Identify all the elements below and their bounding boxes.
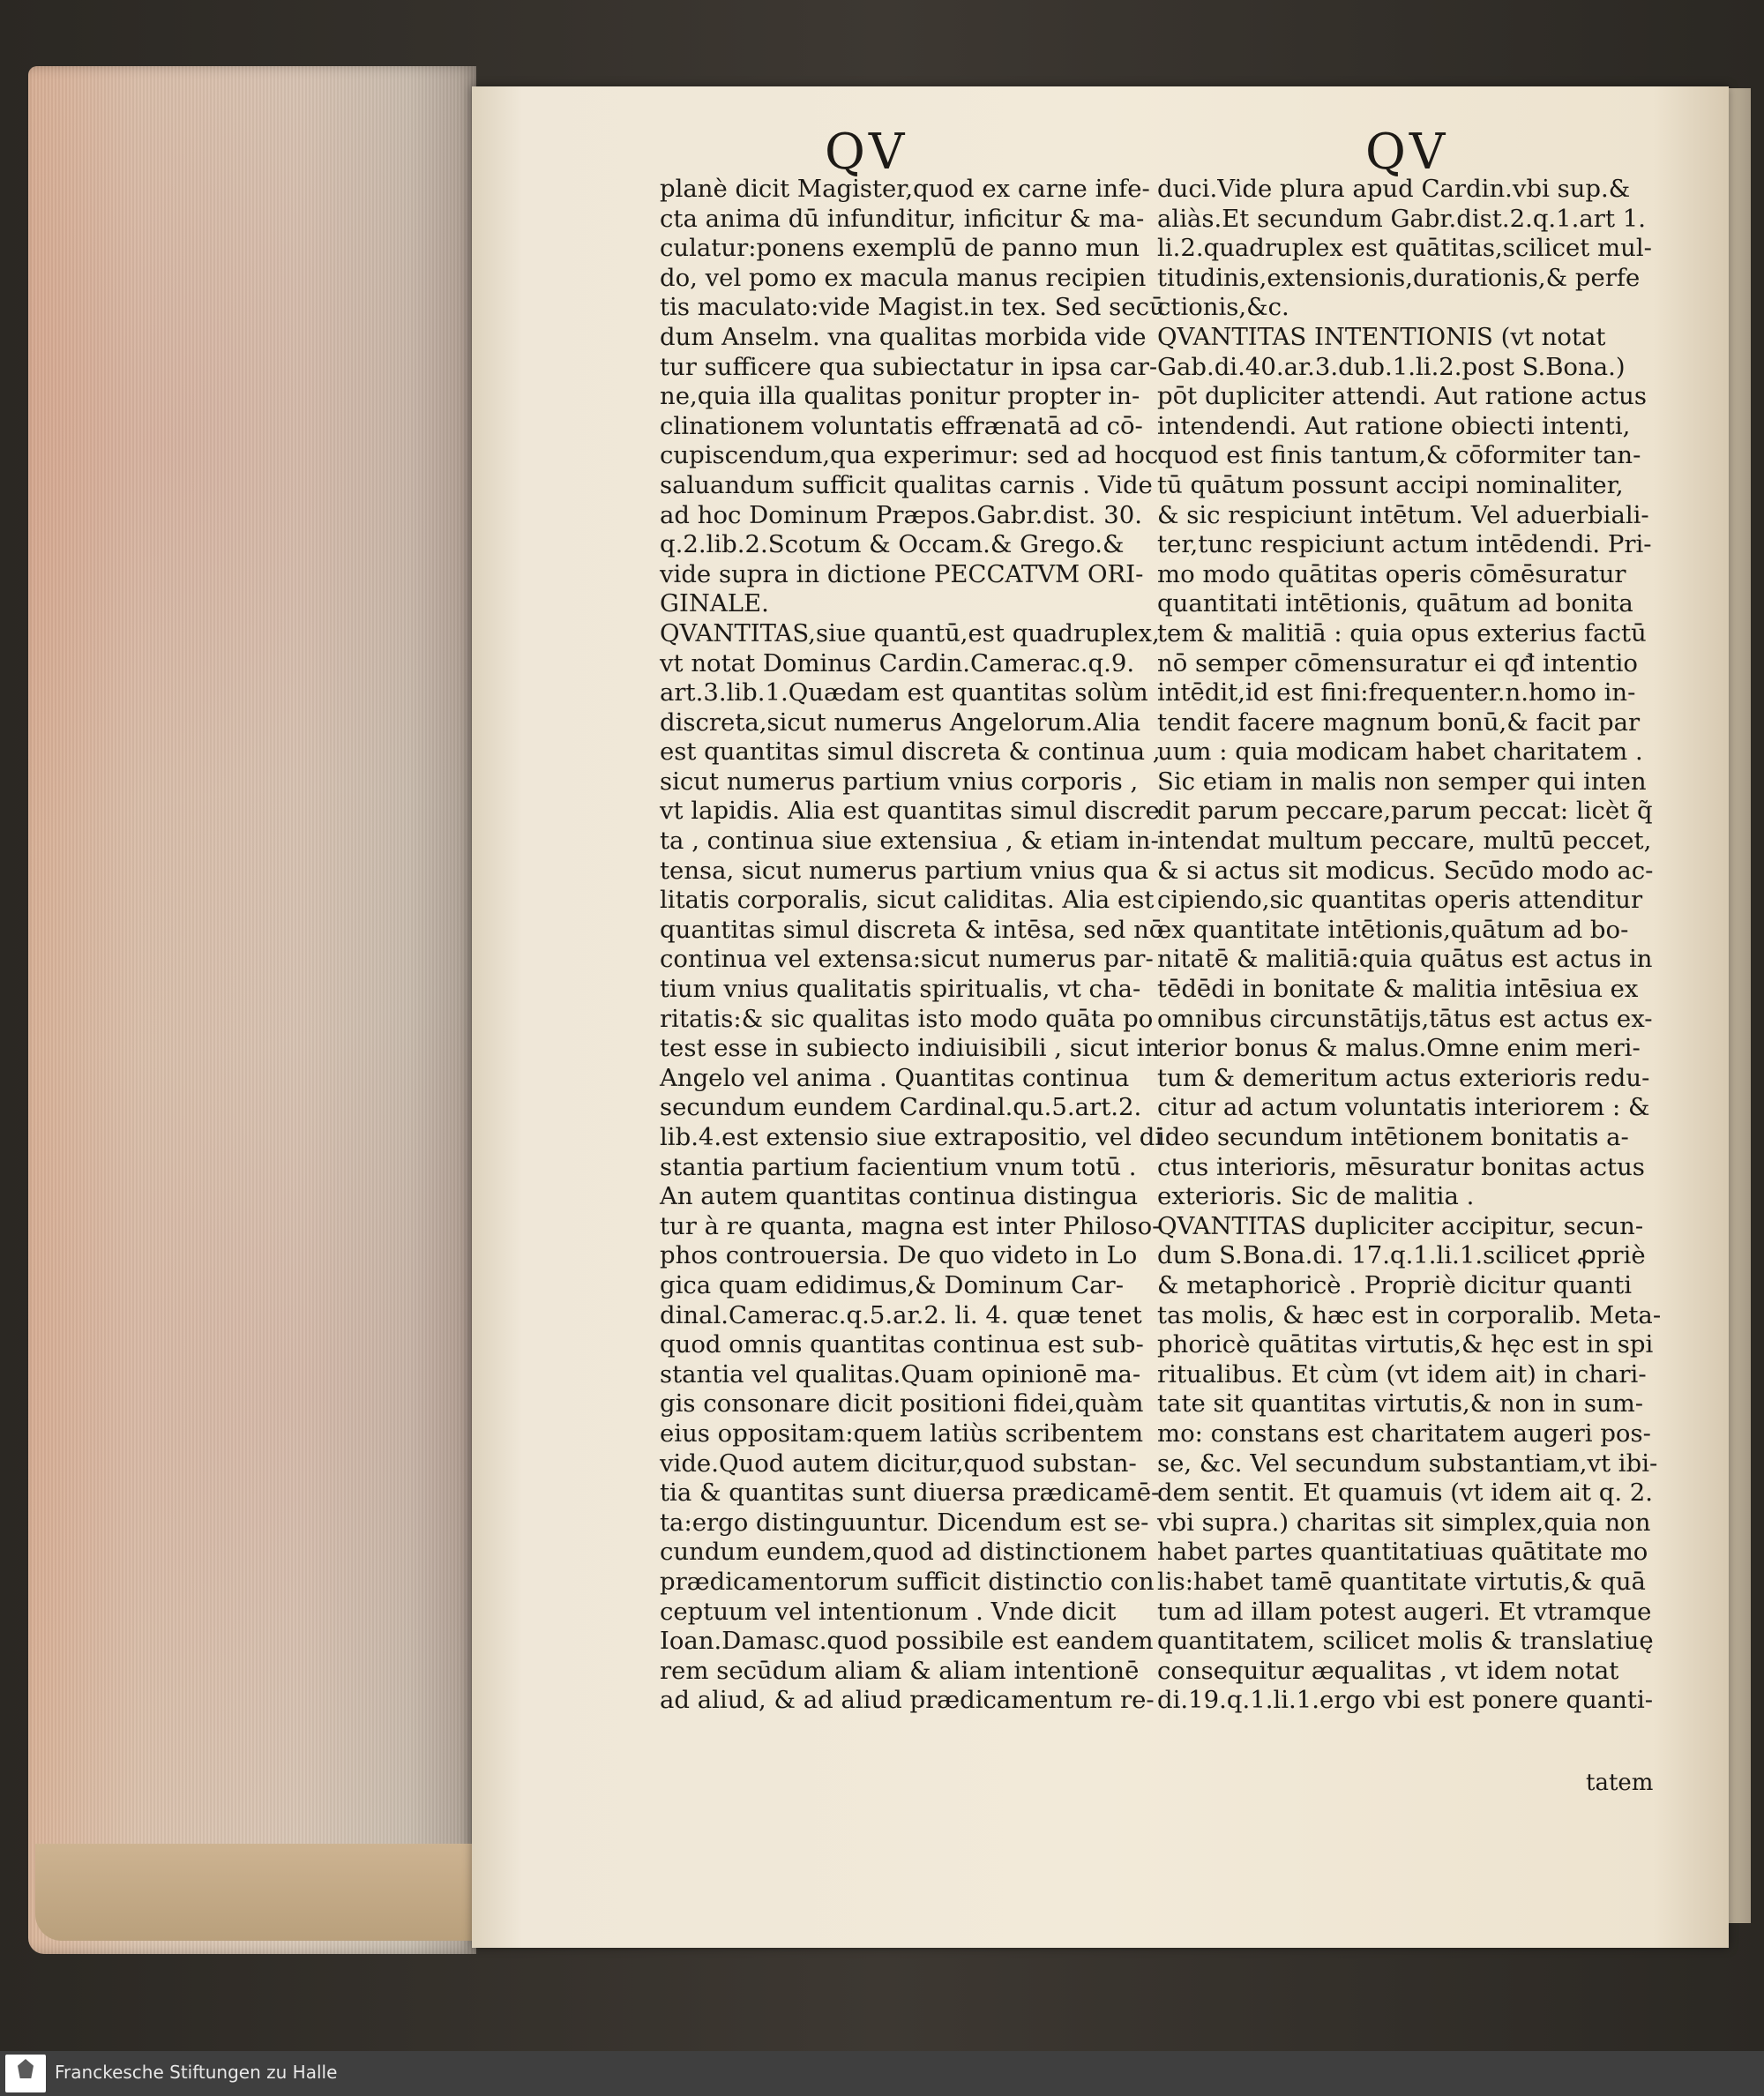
text-line: quod est finis tantum,& cōformiter tan- [1157,441,1641,470]
text-line: uum : quia modicam habet charitatem . [1157,737,1643,767]
text-line: do, vel pomo ex macula manus recipien [660,263,1147,292]
text-line: ritatis:& sic qualitas isto modo quāta po [660,1004,1154,1033]
text-line: lis:habet tamē quantitate virtutis,& quā [1157,1567,1646,1596]
text-line: tur à re quanta, magna est inter Philoso- [660,1211,1161,1240]
text-line: ritualibus. Et cùm (vt idem ait) in chari- [1157,1359,1647,1389]
text-line: An autem quantitas continua distingua [660,1182,1138,1211]
text-line: titudinis,extensionis,durationis,& perfe [1157,263,1641,292]
text-line: test esse in subiecto indiuisibili , sicut in [660,1034,1161,1063]
text-line: vbi supra.) charitas sit simplex,quia non [1157,1508,1651,1537]
text-line: aliàs.Et secundum Gabr.dist.2.q.1.art 1. [1157,204,1646,233]
text-line: quantitatem, scilicet molis & translatiuę [1157,1627,1654,1656]
text-line: exterioris. Sic de malitia . [1157,1182,1475,1211]
text-line: saluandum sufficit qualitas carnis . Vide [660,470,1153,499]
text-line: QVANTITAS,siue quantū,est quadruplex, [660,618,1160,648]
text-line: cupiscendum,qua experimur: sed ad hoc [660,441,1159,470]
text-line: ex quantitate intētionis,quātum ad bo- [1157,915,1629,944]
text-line: Angelo vel anima . Quantitas continua [660,1063,1130,1092]
text-line: mo modo quātitas operis cōmēsuratur [1157,559,1626,588]
text-line: habet partes quantitatiuas quātitate mo [1157,1538,1648,1567]
text-line: vt notat Dominus Cardin.Camerac.q.9. [660,648,1135,677]
text-line: QVANTITAS INTENTIONIS (vt notat [1157,322,1606,351]
text-column-right [1157,175,1686,1716]
running-head-right: QV [1365,124,1449,181]
text-line: ctionis,&c. [1157,293,1289,322]
text-line: dinal.Camerac.q.5.ar.2. li. 4. quæ tenet [660,1300,1142,1329]
text-line: tur sufficere qua subiectatur in ipsa car- [660,352,1158,381]
text-line: ad aliud, & ad aliud prædicamentum re- [660,1686,1155,1715]
text-line: tum & demeritum actus exterioris redu- [1157,1063,1650,1092]
text-line: tum ad illam potest augeri. Et vtramque [1157,1597,1652,1626]
text-line: Gab.di.40.ar.3.dub.1.li.2.post S.Bona.) [1157,352,1626,381]
text-line: omnibus circunstātijs,tātus est actus ex- [1157,1004,1653,1033]
institution-name[interactable]: Franckesche Stiftungen zu Halle [55,2062,338,2083]
catchword: tatem [1586,1770,1654,1796]
text-line: sicut numerus partium vnius corporis , [660,767,1139,796]
text-line: GINALE. [660,589,769,618]
text-line: cundum eundem,quod ad distinctionem [660,1538,1147,1567]
text-line: culatur:ponens exemplū de panno mun [660,234,1140,263]
text-line: tēdēdi in bonitate & malitia intēsiua ex [1157,975,1639,1004]
text-line: q.2.lib.2.Scotum & Occam.& Grego.& [660,530,1125,559]
text-line: pōt dupliciter attendi. Aut ratione actus [1157,382,1647,411]
text-line: ne,quia illa qualitas ponitur propter in- [660,382,1140,411]
text-line: gica quam edidimus,& Dominum Car- [660,1270,1124,1299]
text-line: rem secūdum aliam & aliam intentionē [660,1656,1140,1685]
text-line: tensa, sicut numerus partium vnius qua [660,856,1149,885]
text-line: ceptuum vel intentionum . Vnde dicit [660,1597,1117,1626]
text-line: cta anima dū infunditur, inficitur & ma- [660,204,1145,233]
institution-logo-icon[interactable] [5,2055,46,2092]
text-line: dum S.Bona.di. 17.q.1.li.1.scilicet ꝓpriè [1157,1241,1646,1270]
text-line: intendat multum peccare, multū peccet, [1157,827,1652,856]
text-line: phos controuersia. De quo videto in Lo [660,1241,1138,1270]
book-fore-edge [28,66,476,1954]
text-line: prædicamentorum sufficit distinctio con [660,1567,1155,1596]
text-line: & sic respiciunt intētum. Vel aduerbiali- [1157,500,1649,529]
text-line: & metaphoricè . Propriè dicitur quanti [1157,1270,1633,1299]
text-line: quantitas simul discreta & intēsa, sed nō [660,915,1164,944]
text-line: tate sit quantitas virtutis,& non in sum- [1157,1389,1644,1419]
text-line: mo: constans est charitatem augeri pos- [1157,1419,1651,1448]
text-line: tas molis, & hæc est in corporalib. Meta- [1157,1300,1662,1329]
text-line: phoricè quātitas virtutis,& hęc est in spi [1157,1330,1654,1359]
text-line: stantia vel qualitas.Quam opinionē ma- [660,1359,1141,1389]
text-line: planè dicit Magister,quod ex carne infe- [660,175,1150,203]
text-line: tis maculato:vide Magist.in tex. Sed secū [660,293,1165,322]
text-line: di.19.q.1.li.1.ergo vbi est ponere quanti- [1157,1686,1654,1715]
text-line: vide supra in dictione PECCATVM ORI- [660,559,1144,588]
text-line: QVANTITAS dupliciter accipitur, secun- [1157,1211,1644,1240]
text-line: consequitur æqualitas , vt idem notat [1157,1656,1619,1685]
text-line: gis consonare dicit positioni fidei,quàm [660,1389,1144,1419]
text-line: art.3.lib.1.Quædam est quantitas solùm [660,678,1148,707]
running-head-left: QV [825,124,908,181]
text-line: Ioan.Damasc.quod possibile est eandem [660,1627,1154,1656]
viewer-footer-bar [0,2051,1764,2096]
text-line: lib.4.est extensio siue extrapositio, vel di [660,1123,1163,1151]
text-line: citur ad actum voluntatis interiorem : & [1157,1093,1650,1122]
text-line: vt lapidis. Alia est quantitas simul discre [660,797,1160,826]
text-line: ideo secundum intētionem bonitatis a- [1157,1123,1629,1151]
text-line: tia & quantitas sunt diuersa prædicamē- [660,1478,1160,1508]
text-line: tendit facere magnum bonū,& facit par [1157,707,1641,737]
text-line: ad hoc Dominum Præpos.Gabr.dist. 30. [660,500,1142,529]
text-line: intendendi. Aut ratione obiecti intenti, [1157,411,1631,440]
text-line: cipiendo,sic quantitas operis attenditur [1157,886,1643,915]
text-line: dum Anselm. vna qualitas morbida vide [660,322,1147,351]
text-line: discreta,sicut numerus Angelorum.Alia [660,707,1141,737]
text-column-left [660,175,1171,1716]
text-line: ta:ergo distinguuntur. Dicendum est se- [660,1508,1149,1537]
text-line: secundum eundem Cardinal.qu.5.art.2. [660,1093,1142,1122]
text-line: se, &c. Vel secundum substantiam,vt ibi- [1157,1448,1658,1478]
text-line: ctus interioris, mēsuratur bonitas actus [1157,1152,1645,1181]
text-line: duci.Vide plura apud Cardin.vbi sup.& [1157,175,1631,203]
text-line: Sic etiam in malis non semper qui inten [1157,767,1647,796]
text-line: tem & malitiā : quia opus exterius factū [1157,618,1647,648]
text-line: dit parum peccare,parum peccat: licèt q̃ [1157,797,1653,826]
text-line: eius oppositam:quem latiùs scribentem [660,1419,1144,1448]
text-line: est quantitas simul discreta & continua , [660,737,1161,767]
text-line: clinationem voluntatis effrænatā ad cō- [660,411,1143,440]
text-line: ter,tunc respiciunt actum intēdendi. Pri- [1157,530,1652,559]
book-bottom-edge [35,1844,476,1941]
text-line: tū quātum possunt accipi nominaliter, [1157,470,1624,499]
text-line: quantitati intētionis, quātum ad bonita [1157,589,1633,618]
text-line: dem sentit. Et quamuis (vt idem ait q. 2. [1157,1478,1654,1508]
text-line: continua vel extensa:sicut numerus par- [660,945,1154,974]
text-line: litatis corporalis, sicut caliditas. Alia est [660,886,1155,915]
text-line: intēdit,id est fini:frequenter.n.homo in- [1157,678,1636,707]
text-line: li.2.quadruplex est quātitas,scilicet mul- [1157,234,1652,263]
text-line: stantia partium facientium vnum totū . [660,1152,1137,1181]
text-line: nō semper cōmensuratur ei qđ intentio [1157,648,1638,677]
text-line: & si actus sit modicus. Secūdo modo ac- [1157,856,1654,885]
text-line: quod omnis quantitas continua est sub- [660,1330,1144,1359]
text-line: nitatē & malitiā:quia quātus est actus in [1157,945,1653,974]
text-line: vide.Quod autem dicitur,quod substan- [660,1448,1137,1478]
text-line: ta , continua siue extensiua , & etiam in- [660,827,1159,856]
text-line: tium vnius qualitatis spiritualis, vt cha- [660,975,1141,1004]
text-line: terior bonus & malus.Omne enim meri- [1157,1034,1641,1063]
